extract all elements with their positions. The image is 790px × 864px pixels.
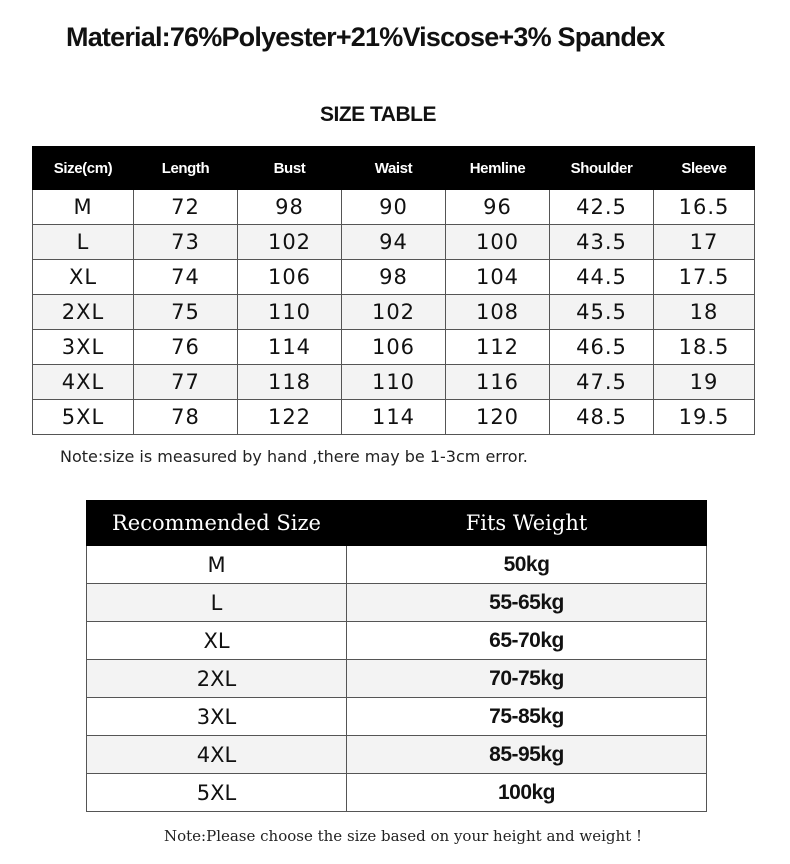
table-row (33, 330, 755, 365)
cell-sleeve: 17.5 (654, 260, 755, 295)
cell-length: 77 (134, 365, 238, 400)
cell-fits-weight: 85-95kg (347, 736, 707, 774)
table-row (33, 365, 755, 400)
cell-sleeve: 18 (654, 295, 755, 330)
table-row (33, 400, 755, 435)
cell-size: M (33, 190, 134, 225)
cell-size: 2XL (33, 295, 134, 330)
cell-shoulder: 48.5 (550, 400, 654, 435)
cell-sleeve: 16.5 (654, 190, 755, 225)
cell-waist: 94 (342, 225, 446, 260)
cell-length: 75 (134, 295, 238, 330)
cell-length: 73 (134, 225, 238, 260)
size-table-title: SIZE TABLE (320, 103, 436, 126)
cell-hemline: 104 (446, 260, 550, 295)
table-row (87, 546, 707, 584)
cell-waist: 106 (342, 330, 446, 365)
size-table (32, 146, 755, 435)
cell-recommended-size: L (87, 584, 347, 622)
cell-bust: 118 (238, 365, 342, 400)
cell-size: XL (33, 260, 134, 295)
cell-bust: 102 (238, 225, 342, 260)
cell-size: L (33, 225, 134, 260)
material-heading: Material:76%Polyester+21%Viscose+3% Spandex (66, 22, 665, 52)
cell-waist: 110 (342, 365, 446, 400)
cell-size: 5XL (33, 400, 134, 435)
cell-shoulder: 42.5 (550, 190, 654, 225)
cell-fits-weight: 100kg (347, 774, 707, 812)
cell-sleeve: 19 (654, 365, 755, 400)
cell-shoulder: 44.5 (550, 260, 654, 295)
cell-recommended-size: 3XL (87, 698, 347, 736)
cell-recommended-size: XL (87, 622, 347, 660)
table-row (87, 584, 707, 622)
header-hemline: Hemline (446, 147, 550, 190)
header-bust: Bust (238, 147, 342, 190)
cell-bust: 98 (238, 190, 342, 225)
cell-bust: 106 (238, 260, 342, 295)
cell-hemline: 96 (446, 190, 550, 225)
cell-hemline: 100 (446, 225, 550, 260)
table-row (33, 190, 755, 225)
cell-waist: 90 (342, 190, 446, 225)
table-row (87, 660, 707, 698)
cell-recommended-size: 4XL (87, 736, 347, 774)
recommendation-header-row (87, 501, 707, 546)
cell-fits-weight: 50kg (347, 546, 707, 584)
cell-waist: 98 (342, 260, 446, 295)
table-row (33, 295, 755, 330)
measurement-note: Note:size is measured by hand ,there may be 1-3cm error. (60, 447, 528, 466)
cell-shoulder: 43.5 (550, 225, 654, 260)
cell-bust: 122 (238, 400, 342, 435)
cell-recommended-size: 2XL (87, 660, 347, 698)
cell-hemline: 120 (446, 400, 550, 435)
table-row (33, 260, 755, 295)
header-sleeve: Sleeve (654, 147, 755, 190)
cell-waist: 102 (342, 295, 446, 330)
cell-shoulder: 47.5 (550, 365, 654, 400)
table-row (87, 698, 707, 736)
cell-recommended-size: M (87, 546, 347, 584)
cell-bust: 110 (238, 295, 342, 330)
table-row (87, 736, 707, 774)
cell-sleeve: 18.5 (654, 330, 755, 365)
cell-fits-weight: 75-85kg (347, 698, 707, 736)
cell-fits-weight: 65-70kg (347, 622, 707, 660)
cell-fits-weight: 55-65kg (347, 584, 707, 622)
cell-length: 78 (134, 400, 238, 435)
cell-shoulder: 45.5 (550, 295, 654, 330)
cell-sleeve: 17 (654, 225, 755, 260)
table-row (33, 225, 755, 260)
header-shoulder: Shoulder (550, 147, 654, 190)
header-length: Length (134, 147, 238, 190)
table-row (87, 622, 707, 660)
cell-hemline: 116 (446, 365, 550, 400)
cell-length: 76 (134, 330, 238, 365)
recommendation-table (86, 500, 707, 812)
cell-hemline: 112 (446, 330, 550, 365)
header-size: Size(cm) (33, 147, 134, 190)
cell-length: 72 (134, 190, 238, 225)
cell-bust: 114 (238, 330, 342, 365)
cell-fits-weight: 70-75kg (347, 660, 707, 698)
cell-size: 3XL (33, 330, 134, 365)
cell-recommended-size: 5XL (87, 774, 347, 812)
header-waist: Waist (342, 147, 446, 190)
table-row (87, 774, 707, 812)
size-choice-note: Note:Please choose the size based on your height and weight ! (163, 827, 643, 845)
cell-hemline: 108 (446, 295, 550, 330)
header-fits-weight: Fits Weight (347, 501, 707, 546)
cell-size: 4XL (33, 365, 134, 400)
size-table-header-row (33, 147, 755, 190)
cell-shoulder: 46.5 (550, 330, 654, 365)
cell-waist: 114 (342, 400, 446, 435)
cell-length: 74 (134, 260, 238, 295)
header-recommended-size: Recommended Size (87, 501, 347, 546)
cell-sleeve: 19.5 (654, 400, 755, 435)
